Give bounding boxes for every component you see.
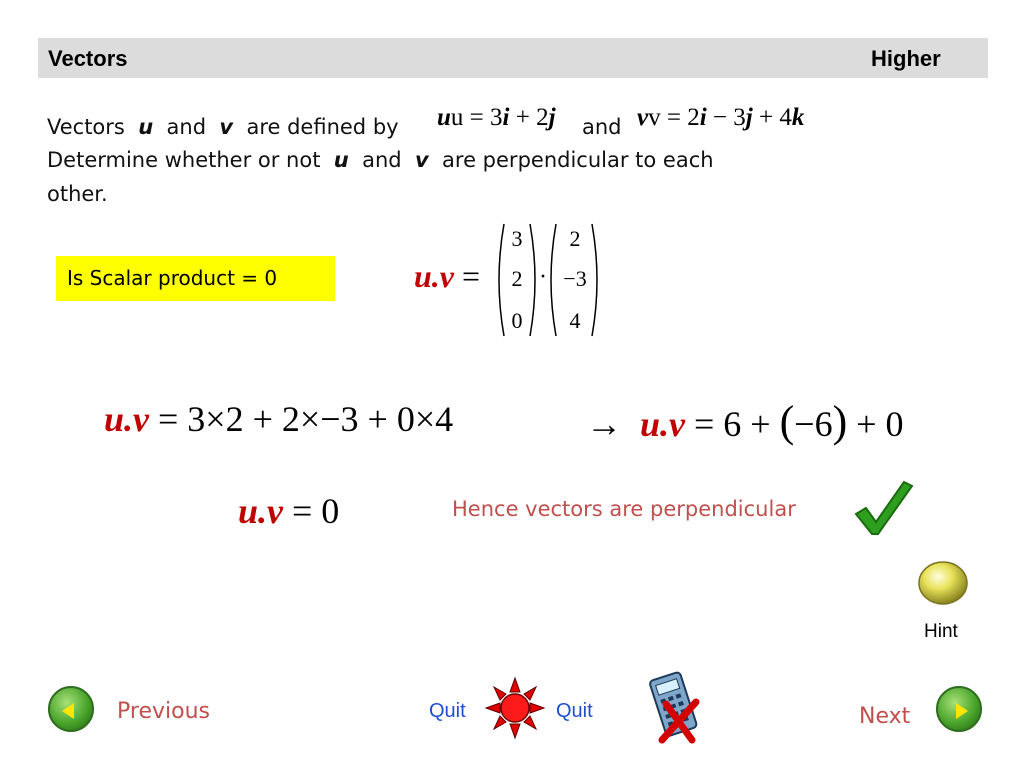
paren-left: [551, 224, 556, 336]
vec2-comp-0: 2: [569, 226, 581, 251]
coef: 3: [733, 104, 746, 131]
unit-j: j: [745, 104, 753, 131]
equals: u =: [450, 104, 491, 131]
result-equation: [238, 490, 339, 532]
question-text: are defined by: [246, 115, 399, 139]
question-text: Determine whether or not: [47, 148, 321, 172]
question-line-3: other.: [47, 182, 108, 206]
dot-operator: ·: [539, 264, 547, 290]
vector-v-label: v: [219, 115, 234, 139]
expansion-rhs: = 3×2 + 2×−3 + 0×4: [149, 399, 454, 439]
uv-symbol: u.v: [238, 491, 283, 531]
unit-i: i: [502, 104, 510, 131]
vec1-comp-2: 0: [511, 308, 523, 333]
expansion-equation: [104, 398, 453, 440]
level-label: Higher: [871, 46, 941, 71]
v-definition: [637, 104, 804, 132]
check-icon: [852, 476, 914, 538]
and-text: and: [362, 148, 402, 172]
vector-u-label: u: [333, 148, 349, 172]
uv-symbol: u.v: [640, 404, 685, 444]
unit-j: j: [548, 104, 556, 131]
conclusion-text: Hence vectors are perpendicular: [452, 497, 796, 521]
header-bar: [38, 38, 988, 78]
vector-u-label: u: [138, 115, 154, 139]
paren-right: [592, 224, 597, 336]
and-text: and: [582, 115, 622, 139]
calculator-crossed-icon[interactable]: [648, 668, 706, 744]
and-text: and: [166, 115, 207, 139]
op: +: [509, 104, 537, 131]
question-line-2: [47, 148, 714, 172]
quit-link-right[interactable]: Quit: [556, 700, 593, 722]
paren-right: [530, 224, 535, 336]
arrow-icon: →: [586, 404, 622, 444]
matrix-lhs: [414, 258, 488, 295]
page-title: Vectors: [48, 46, 128, 71]
vec1-comp-0: 3: [511, 226, 523, 251]
coef: 3: [490, 104, 503, 131]
scalar-product-hint-text: Is Scalar product = 0: [67, 266, 278, 290]
coef: 2: [687, 104, 700, 131]
result-rhs: = 0: [283, 491, 340, 531]
paren: ): [832, 397, 848, 446]
v-symbol: v: [637, 104, 649, 131]
simplify-inner: −6: [794, 404, 833, 444]
question-text: Vectors: [47, 115, 125, 139]
hint-bulb-icon[interactable]: [916, 558, 970, 608]
op: +: [752, 104, 780, 131]
next-button[interactable]: [936, 686, 982, 732]
coef: 4: [779, 104, 792, 131]
next-arrow-icon: [956, 703, 968, 719]
previous-button[interactable]: [48, 686, 94, 732]
vec1-comp-1: 2: [511, 266, 523, 291]
equals: =: [454, 258, 489, 294]
simplify-equation: [586, 396, 904, 447]
uv-symbol: u.v: [104, 399, 149, 439]
u-symbol: u: [437, 104, 451, 131]
quit-sun-icon[interactable]: [484, 676, 546, 740]
question-text: are perpendicular to each: [442, 148, 714, 172]
uv-symbol: u.v: [414, 258, 454, 294]
u-definition: [437, 104, 556, 132]
previous-label[interactable]: Previous: [117, 699, 210, 724]
next-label[interactable]: Next: [859, 704, 911, 729]
vec2-comp-1: −3: [563, 266, 587, 291]
vector-v-label: v: [414, 148, 429, 172]
vec2-comp-2: 4: [569, 308, 581, 333]
quit-link-left[interactable]: Quit: [429, 700, 466, 722]
paren: (: [779, 397, 795, 446]
question-line-1: [47, 115, 399, 139]
equals: v =: [648, 104, 688, 131]
op: −: [706, 104, 734, 131]
coef: 2: [536, 104, 549, 131]
simplify-rhs: + 0: [847, 404, 904, 444]
hint-label[interactable]: Hint: [924, 621, 958, 642]
previous-arrow-icon: [62, 703, 74, 719]
unit-k: k: [791, 104, 805, 131]
unit-i: i: [699, 104, 707, 131]
simplify-rhs: = 6 +: [685, 404, 780, 444]
